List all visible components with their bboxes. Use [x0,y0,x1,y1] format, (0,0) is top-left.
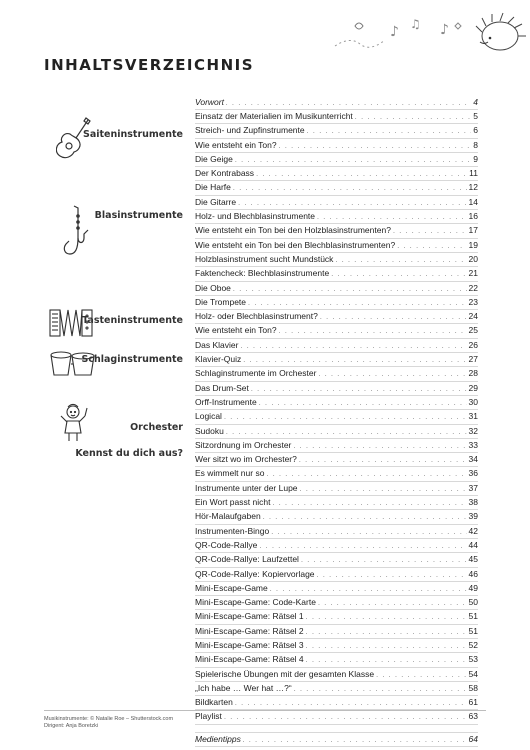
toc-entry-page: 24 [468,311,478,322]
toc-entry-page: 50 [468,597,478,608]
toc-entry[interactable] [195,482,478,496]
toc-entry-title: Sudoku [195,425,224,436]
toc-entry[interactable] [195,324,478,338]
toc-entry[interactable] [195,733,478,747]
toc-entry[interactable] [195,110,478,124]
toc-entry-page: 21 [468,268,478,279]
toc-entry[interactable] [195,96,478,110]
toc-entry-page: 17 [468,225,478,236]
toc-leader-dots [300,483,467,496]
toc-leader-dots [376,669,466,682]
toc-entry[interactable] [195,153,478,167]
toc-entry-page: 64 [468,733,478,744]
toc-entry-page: 28 [468,368,478,379]
toc-entry[interactable] [195,682,478,696]
toc-entry-page: 58 [468,682,478,693]
toc-entry[interactable] [195,539,478,553]
toc-entry-page: 22 [468,282,478,293]
toc-leader-dots [259,397,467,410]
conductor-child-icon [58,402,88,444]
toc-entry-title: Wie entsteht ein Ton bei den Blechblasinstrumenten? [195,239,396,250]
toc-entry[interactable] [195,625,478,639]
toc-entry[interactable] [195,367,478,381]
toc-entry-title: QR-Code-Rallye [195,539,258,550]
toc-leader-dots [306,626,467,639]
toc-entry[interactable] [195,568,478,582]
toc-entry[interactable] [195,610,478,624]
toc-entry-page: 33 [468,439,478,450]
toc-entry[interactable] [195,525,478,539]
toc-entry-page: 31 [468,411,478,422]
toc-entry-title: Logical [195,411,222,422]
toc-entry-page: 19 [468,239,478,250]
toc-entry-title: Die Geige [195,153,233,164]
toc-entry[interactable] [195,410,478,424]
toc-entry-title: Spielerische Übungen mit der gesamten Klasse [195,668,375,679]
toc-entry[interactable] [195,668,478,682]
toc-entry-title: Die Harfe [195,182,231,193]
toc-entry[interactable] [195,510,478,524]
hedgehog-music-decoration-icon [330,6,530,56]
toc-leader-dots [271,526,466,539]
toc-entry-page: 23 [468,296,478,307]
toc-leader-dots [256,168,467,181]
toc-entry[interactable] [195,196,478,210]
toc-entry[interactable] [195,239,478,253]
toc-leader-dots [294,683,467,696]
toc-leader-dots [320,311,467,324]
toc-entry-title: Holzblasinstrument sucht Mundstück [195,253,334,264]
toc-leader-dots [240,340,466,353]
toc-entry-title: Das Klavier [195,339,239,350]
toc-entry[interactable] [195,710,478,724]
toc-entry-page: 53 [468,654,478,665]
toc-leader-dots [301,554,467,567]
toc-entry[interactable] [195,167,478,181]
toc-entry-title: Klavier-Quiz [195,354,242,365]
toc-leader-dots [279,140,472,153]
toc-entry-page: 32 [468,425,478,436]
toc-leader-dots [299,454,467,467]
category-schlaginstrumente: Schlaginstrumente [81,354,183,365]
toc-entry-title: Wie entsteht ein Ton bei den Holzblasinstrumenten? [195,225,391,236]
toc-entry[interactable] [195,653,478,667]
toc-entry-page: 37 [468,482,478,493]
toc-entry-page: 20 [468,253,478,264]
toc-entry-title: Ein Wort passt nicht [195,497,271,508]
toc-entry-title: Playlist [195,711,222,722]
toc-entry-title: Sitzordnung im Orchester [195,439,292,450]
category-orchester: Orchester [130,422,183,433]
toc-leader-dots [226,426,467,439]
toc-entry-title: Holz- und Blechblasinstrumente [195,211,316,222]
toc-entry[interactable] [195,439,478,453]
toc-entry[interactable] [195,139,478,153]
toc-leader-dots [233,283,467,296]
accordion-icon [48,306,94,340]
toc-leader-dots [238,197,466,210]
toc-leader-dots [251,383,467,396]
toc-entry-title: Einsatz der Materialien im Musikunterricht [195,111,353,121]
toc-leader-dots [317,211,467,224]
toc-entry[interactable] [195,696,478,710]
toc-entry-page: 51 [468,625,478,636]
toc-gap [195,725,478,733]
toc-entry[interactable] [195,253,478,267]
toc-leader-dots [317,569,467,582]
toc-entry-page: 39 [468,511,478,522]
category-tasteninstrumente: Tasteninstrumente [82,315,183,326]
toc-entry-title: Faktencheck: Blechblasinstrumente [195,268,330,279]
toc-entry-page: 4 [473,97,478,107]
toc-entry[interactable] [195,467,478,481]
toc-leader-dots [224,711,467,724]
toc-entry-title: Die Trompete [195,296,247,307]
toc-leader-dots [293,440,466,453]
toc-entry-page: 16 [468,211,478,222]
toc-entry-title: Mini-Escape-Game: Rätsel 4 [195,654,304,665]
toc-leader-dots [243,734,467,747]
toc-leader-dots [307,125,472,138]
toc-entry-title: Wer sitzt wo im Orchester? [195,454,297,465]
toc-entry-title: Es wimmelt nur so [195,468,265,479]
toc-leader-dots [259,540,466,553]
toc-entry-title: Bildkarten [195,697,233,708]
toc-entry-page: 51 [468,611,478,622]
toc-entry[interactable] [195,382,478,396]
toc-leader-dots [335,254,466,267]
toc-entry-title: Mini-Escape-Game: Code-Karte [195,597,316,608]
toc-entry-page: 12 [468,182,478,193]
toc-leader-dots [233,182,467,195]
toc-leader-dots [224,411,467,424]
toc-entry-title: Streich- und Zupfinstrumente [195,125,305,136]
toc-entry-title: Holz- oder Blechblasinstrument? [195,311,318,322]
toc-entry-title: Wie entsteht ein Ton? [195,139,277,150]
toc-entry-page: 36 [468,468,478,479]
toc-entry-title: Schlaginstrumente im Orchester [195,368,317,379]
category-blasinstrumente: Blasinstrumente [94,210,183,221]
svg-text:♪: ♪ [390,24,399,40]
toc-entry-page: 11 [469,168,478,179]
footer-credits [44,716,173,730]
toc-entry-title: Die Gitarre [195,196,237,207]
toc-entry-title: Medientipps [195,733,241,744]
toc-leader-dots [235,154,471,167]
toc-leader-dots [279,325,467,338]
toc-entry-page: 42 [468,525,478,536]
toc-entry-page: 34 [468,454,478,465]
toc-leader-dots [226,97,471,110]
toc-entry[interactable] [195,267,478,281]
page-title: INHALTSVERZEICHNIS [44,56,255,74]
toc-entry-title: Mini-Escape-Game [195,582,268,593]
toc-entry-title: Die Oboe [195,282,231,293]
toc-entry-title: QR-Code-Rallye: Laufzettel [195,554,299,565]
toc-entry-title: QR-Code-Rallye: Kopiervorlage [195,568,315,579]
toc-entry-page: 29 [468,382,478,393]
toc-entry-title: Das Drum-Set [195,382,249,393]
toc-entry[interactable] [195,553,478,567]
toc-entry-title: Mini-Escape-Game: Rätsel 1 [195,611,304,622]
toc-entry-page: 54 [468,668,478,679]
toc-entry[interactable] [195,496,478,510]
toc-entry-page: 26 [468,339,478,350]
toc-entry-page: 9 [473,153,478,164]
toc-entry-page: 5 [473,111,478,121]
toc-entry-page: 14 [468,196,478,207]
toc-leader-dots [393,225,467,238]
toc-entry-page: 52 [468,639,478,650]
toc-entry[interactable] [195,282,478,296]
toc-entry[interactable] [195,453,478,467]
toc-leader-dots [306,611,467,624]
toc-leader-dots [266,468,466,481]
toc-entry-page: 61 [468,697,478,708]
toc-leader-dots [331,268,466,281]
toc-entry-page: 6 [473,125,478,136]
toc-entry-page: 63 [468,711,478,722]
footer-credit-line-2: Dirigent: Anja Boretzki [44,723,99,729]
toc-entry[interactable] [195,124,478,138]
toc-leader-dots [248,297,467,310]
svg-text:♫: ♫ [410,17,421,31]
toc-entry-page: 44 [468,539,478,550]
toc-entry[interactable] [195,353,478,367]
toc-leader-dots [306,654,467,667]
toc-entry[interactable] [195,296,478,310]
toc-entry-title: Wie entsteht ein Ton? [195,325,277,336]
svg-text:♪: ♪ [440,22,449,38]
toc-entry[interactable] [195,425,478,439]
toc-entry[interactable] [195,396,478,410]
toc-entry-title: Hör-Malaufgaben [195,511,261,522]
toc-entry[interactable] [195,310,478,324]
toc-leader-dots [318,597,467,610]
toc-entry-title: Instrumente unter der Lupe [195,482,298,493]
toc-entry[interactable] [195,181,478,195]
toc-leader-dots [243,354,466,367]
toc-leader-dots [263,511,467,524]
guitar-icon [56,116,92,164]
category-saiteninstrumente: Saiteninstrumente [82,129,183,140]
toc-entry-title: Instrumenten-Bingo [195,525,270,536]
footer-credit-line-1: Musikinstrumente: © Natalie Roe – Shutterstock.com [44,716,174,722]
toc-entry-title: Mini-Escape-Game: Rätsel 3 [195,639,304,650]
toc-entry-title: „Ich habe … Wer hat …?“ [195,682,292,693]
toc-leader-dots [235,697,467,710]
toc-entry-page: 49 [468,582,478,593]
toc-entry-page: 46 [468,568,478,579]
toc-entry[interactable] [195,210,478,224]
toc-leader-dots [306,640,467,653]
bongo-drums-icon [48,350,96,378]
toc-leader-dots [272,497,466,510]
toc-entry-page: 27 [468,354,478,365]
toc-leader-dots [318,368,466,381]
table-of-contents [195,96,478,747]
toc-entry[interactable] [195,639,478,653]
toc-entry[interactable] [195,582,478,596]
toc-entry-page: 38 [468,497,478,508]
saxophone-icon [62,204,92,260]
toc-entry-page: 45 [468,554,478,565]
toc-entry-title: Mini-Escape-Game: Rätsel 2 [195,625,304,636]
toc-entry[interactable] [195,224,478,238]
toc-leader-dots [270,583,467,596]
toc-entry-title: Orff-Instrumente [195,396,257,407]
toc-entry[interactable] [195,339,478,353]
toc-entry-page: 25 [468,325,478,336]
toc-entry-title: Vorwort [195,97,224,107]
toc-entry-page: 8 [473,139,478,150]
toc-leader-dots [397,240,466,253]
footer-divider [44,710,486,711]
toc-entry-page: 30 [468,396,478,407]
toc-leader-dots [355,111,471,124]
toc-entry[interactable] [195,596,478,610]
category-kennst-du-dich-aus: Kennst du dich aus? [75,448,183,459]
toc-entry-title: Der Kontrabass [195,168,255,179]
